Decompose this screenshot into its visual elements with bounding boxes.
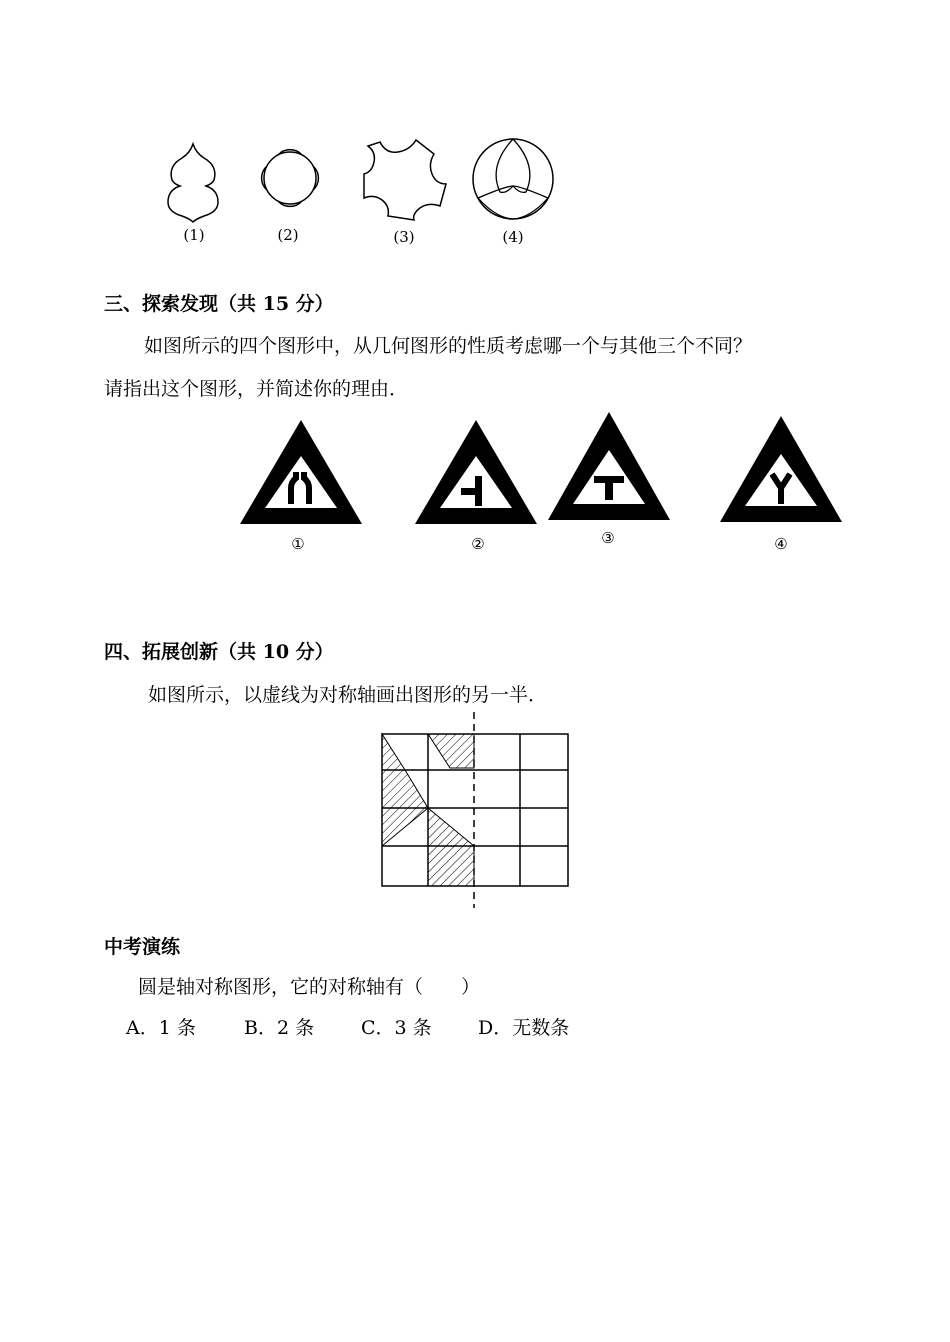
shape-1-figure bbox=[160, 140, 230, 225]
sign-1-label: ① bbox=[291, 535, 305, 553]
shape-3-label: (3) bbox=[393, 228, 415, 246]
shape-2-label: (2) bbox=[277, 226, 299, 244]
sign-2-label: ② bbox=[471, 535, 485, 553]
choice-a: A．1 条 bbox=[126, 1017, 196, 1039]
sign-4-label: ④ bbox=[774, 535, 788, 553]
section4-heading: 四、拓展创新（共 10 分） bbox=[104, 641, 334, 663]
section3-heading: 三、探索发现（共 15 分） bbox=[104, 293, 334, 315]
sign-3-label: ③ bbox=[601, 529, 615, 547]
sign-1-narrow-road bbox=[238, 418, 364, 526]
section4-text: 如图所示，以虚线为对称轴画出图形的另一半． bbox=[148, 684, 548, 706]
shape-4-label: (4) bbox=[502, 228, 524, 246]
symmetry-grid-figure bbox=[378, 710, 572, 910]
sign-4-y-fork bbox=[718, 414, 844, 524]
section3-text-line2: 请指出这个图形，并简述你的理由． bbox=[104, 378, 409, 400]
shape-1-label: (1) bbox=[183, 226, 205, 244]
sign-3-t-junction bbox=[546, 410, 672, 522]
sign-2-side-junction bbox=[413, 418, 539, 526]
shape-4-figure bbox=[470, 136, 556, 222]
section3-text-line1: 如图所示的四个图形中，从几何图形的性质考虑哪一个与其他三个不同？ bbox=[144, 335, 753, 357]
exam-question: 圆是轴对称图形，它的对称轴有（ ） bbox=[138, 976, 481, 998]
shape-2-figure bbox=[250, 138, 330, 218]
choice-b: B．2 条 bbox=[244, 1017, 315, 1039]
choice-d: D．无数条 bbox=[478, 1017, 570, 1039]
exam-heading: 中考演练 bbox=[104, 936, 181, 958]
choice-c: C．3 条 bbox=[361, 1017, 432, 1039]
shape-3-figure bbox=[358, 132, 448, 222]
